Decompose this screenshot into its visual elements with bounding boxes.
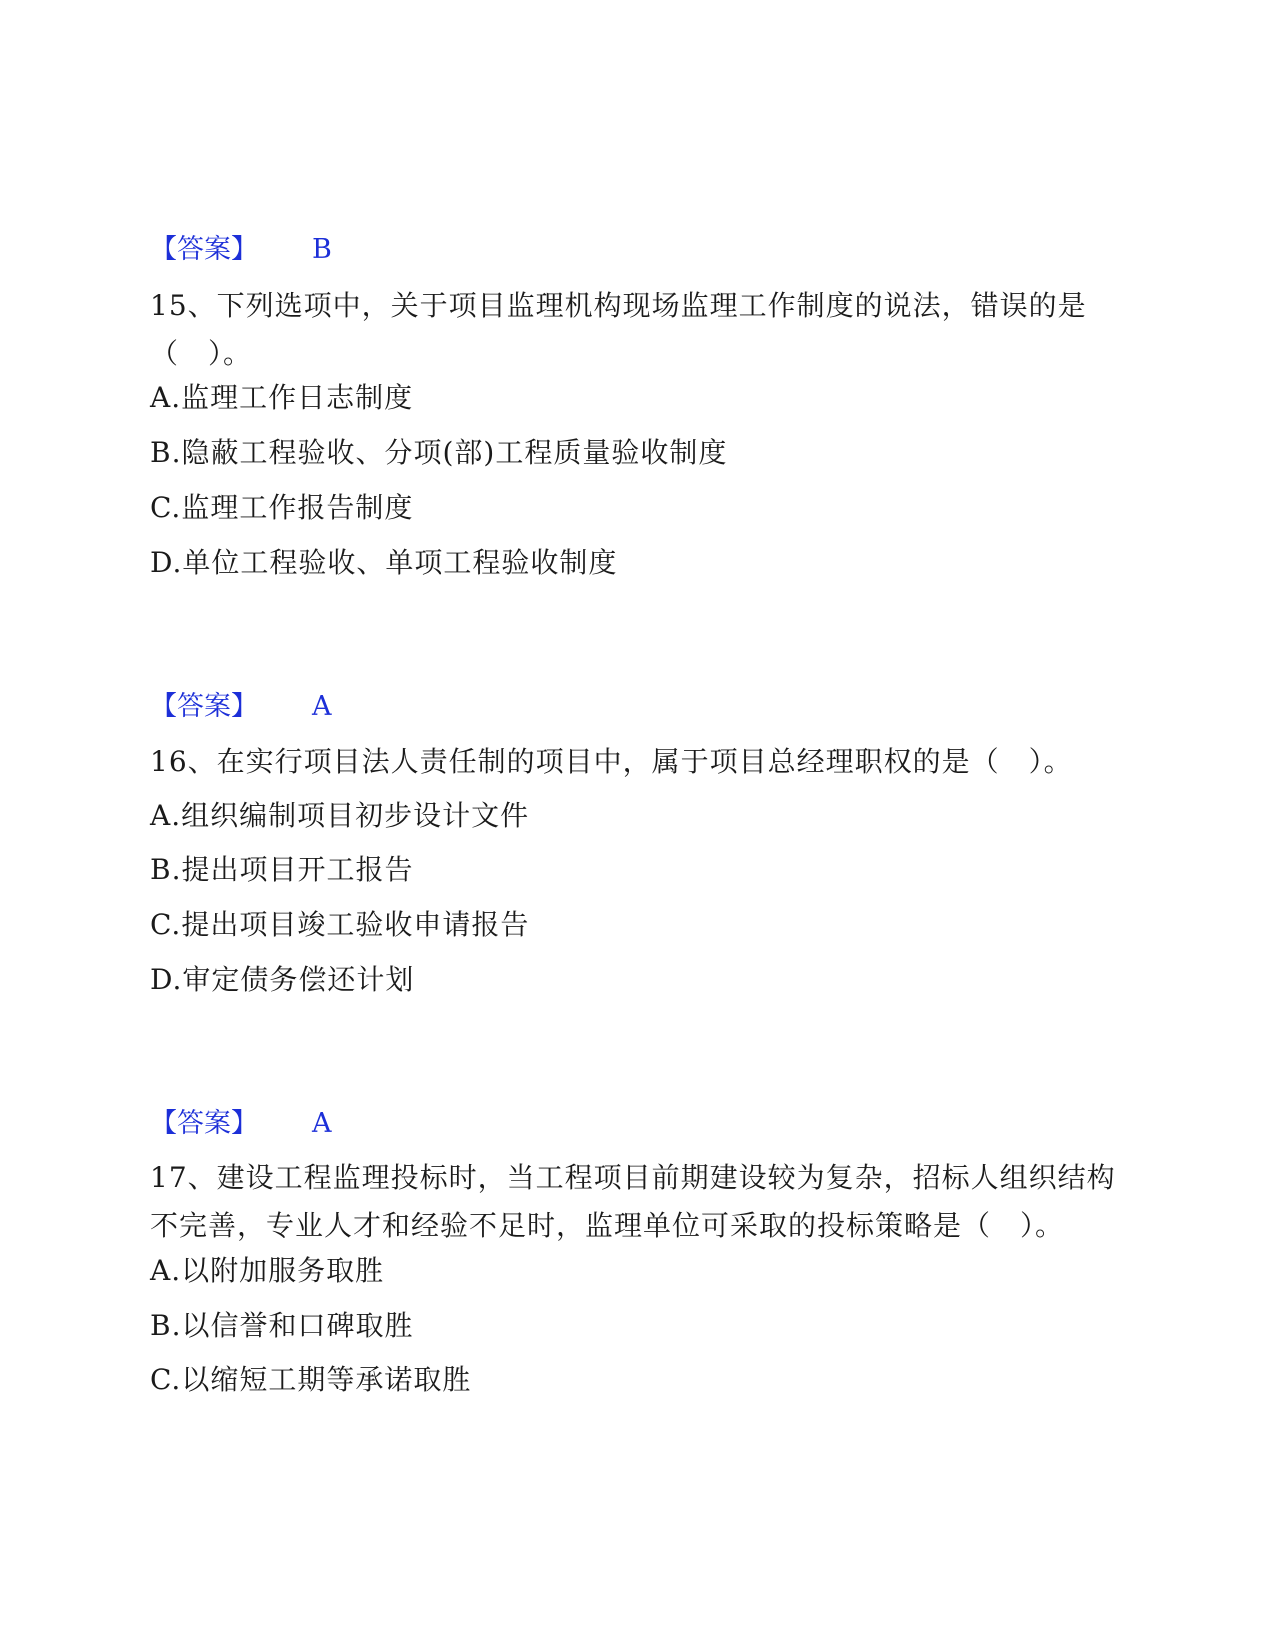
question-17: 17、建设工程监理投标时，当工程项目前期建设较为复杂，招标人组织结构不完善，专业人才和经验不足时，监理单位可采取的投标策略是（ ）。 bbox=[150, 1161, 1116, 1242]
answer-label: 【答案】 bbox=[150, 691, 258, 722]
option-b: B.隐蔽工程验收、分项(部)工程质量验收制度 bbox=[150, 436, 728, 469]
answer-line bbox=[150, 232, 332, 268]
answer-label: 【答案】 bbox=[150, 1108, 258, 1139]
option-a: A.监理工作日志制度 bbox=[150, 381, 414, 414]
answer-line bbox=[150, 1106, 332, 1142]
answer-label: 【答案】 bbox=[150, 234, 258, 265]
option-a: A.组织编制项目初步设计文件 bbox=[150, 799, 530, 832]
option-c: C.提出项目竣工验收申请报告 bbox=[150, 908, 530, 941]
option-c: C.监理工作报告制度 bbox=[150, 491, 414, 524]
answer-line bbox=[150, 689, 332, 725]
answer-value: A bbox=[312, 691, 332, 722]
option-b: B.提出项目开工报告 bbox=[150, 853, 414, 886]
answer-value: A bbox=[312, 1108, 332, 1139]
option-d: D.单位工程验收、单项工程验收制度 bbox=[150, 546, 618, 579]
question-16: 16、在实行项目法人责任制的项目中，属于项目总经理职权的是（ ）。 bbox=[150, 745, 1073, 778]
question-15: 15、下列选项中，关于项目监理机构现场监理工作制度的说法，错误的是（ ）。 bbox=[150, 289, 1087, 370]
answer-value: B bbox=[312, 234, 332, 265]
option-b: B.以信誉和口碑取胜 bbox=[150, 1309, 414, 1342]
option-a: A.以附加服务取胜 bbox=[150, 1254, 385, 1287]
option-d: D.审定债务偿还计划 bbox=[150, 963, 415, 996]
option-c: C.以缩短工期等承诺取胜 bbox=[150, 1363, 472, 1396]
